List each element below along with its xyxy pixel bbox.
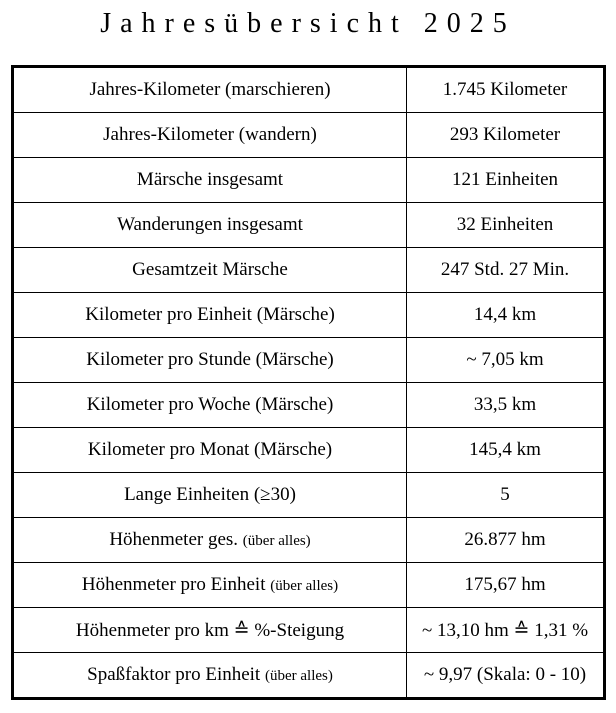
row-label: [13, 608, 407, 653]
row-value: 121 Einheiten: [407, 158, 605, 203]
table-row: [13, 518, 605, 563]
table-row: [13, 67, 605, 113]
row-label: [13, 338, 407, 383]
row-value: 14,4 km: [407, 293, 605, 338]
row-value: 33,5 km: [407, 383, 605, 428]
row-label: [13, 428, 407, 473]
row-value: 26.877 hm: [407, 518, 605, 563]
row-label: [13, 293, 407, 338]
table-row: [13, 158, 605, 203]
row-label-text: Kilometer pro Woche (Märsche): [86, 394, 334, 415]
row-label: [13, 248, 407, 293]
table-row: [13, 653, 605, 699]
row-label-text: Höhenmeter pro km ≙ %-Steigung: [75, 619, 345, 641]
row-value: ~ 13,10 hm ≙ 1,31 %: [407, 608, 605, 653]
page-title: Jahresübersicht 2025: [100, 8, 516, 39]
row-value: 32 Einheiten: [407, 203, 605, 248]
row-label-text: Wanderungen insgesamt: [117, 214, 303, 235]
row-label-text: Jahres-Kilometer (marschieren): [89, 79, 331, 100]
row-value: 293 Kilometer: [407, 113, 605, 158]
row-label-text: Lange Einheiten (≥30): [124, 484, 296, 505]
row-label: [13, 113, 407, 158]
row-value: 5: [407, 473, 605, 518]
row-label-text: Höhenmeter pro Einheit: [81, 574, 266, 595]
row-label-text: Gesamtzeit Märsche: [132, 259, 288, 280]
row-label-text: Höhenmeter ges.: [109, 529, 239, 550]
row-value: 247 Std. 27 Min.: [407, 248, 605, 293]
table-row: [13, 113, 605, 158]
row-label-text: Kilometer pro Einheit (Märsche): [85, 304, 335, 325]
annual-summary-table: [11, 65, 606, 700]
row-value: ~ 7,05 km: [407, 338, 605, 383]
row-label-text: Jahres-Kilometer (wandern): [103, 124, 317, 145]
row-label-text: Märsche insgesamt: [136, 169, 284, 190]
row-label: [13, 473, 407, 518]
table-row: [13, 608, 605, 653]
row-label: [13, 563, 407, 608]
table-row: [13, 473, 605, 518]
row-label: [13, 653, 407, 699]
row-value: 175,67 hm: [407, 563, 605, 608]
table-row: [13, 293, 605, 338]
row-label: [13, 383, 407, 428]
row-label-text: Kilometer pro Stunde (Märsche): [86, 349, 334, 370]
row-label: [13, 67, 407, 113]
row-value: 145,4 km: [407, 428, 605, 473]
table-row: [13, 428, 605, 473]
table-row: [13, 338, 605, 383]
table-row: [13, 563, 605, 608]
row-label: [13, 518, 407, 563]
row-value: 1.745 Kilometer: [407, 67, 605, 113]
row-value: ~ 9,97 (Skala: 0 - 10): [407, 653, 605, 699]
row-label-text: Kilometer pro Monat (Märsche): [87, 439, 333, 460]
row-label-text: Spaßfaktor pro Einheit: [87, 664, 261, 685]
table-row: [13, 203, 605, 248]
row-label-note: (über alles): [242, 533, 311, 549]
row-label: [13, 158, 407, 203]
row-label: [13, 203, 407, 248]
row-label-note: (über alles): [264, 668, 333, 684]
row-label-note: (über alles): [270, 578, 339, 594]
table-row: [13, 248, 605, 293]
table-row: [13, 383, 605, 428]
